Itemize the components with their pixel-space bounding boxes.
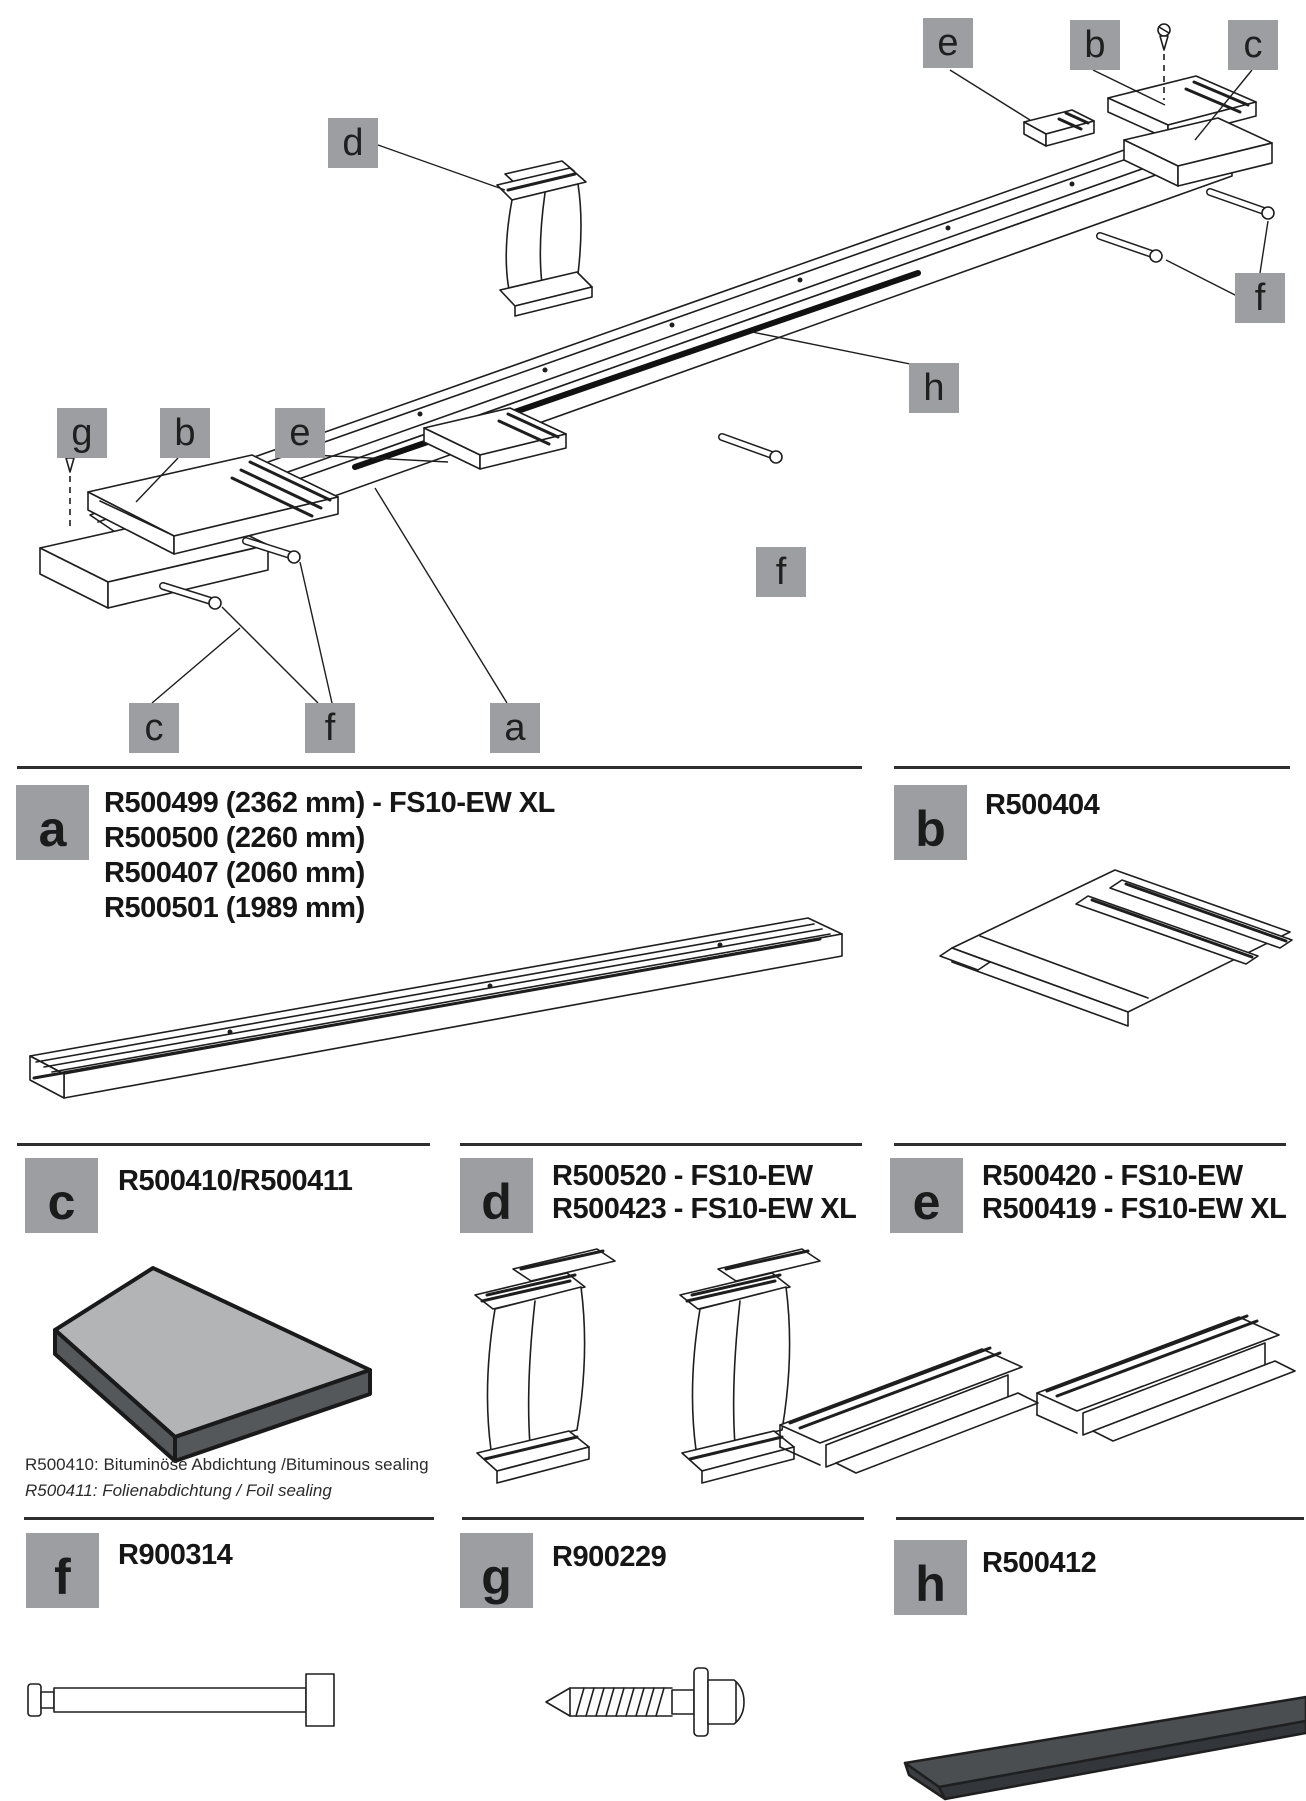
callout-d: d [328, 118, 378, 168]
part-code: R500520 - FS10-EW [552, 1160, 813, 1192]
legend-letter-a: a [16, 785, 89, 860]
part-code: R500423 - FS10-EW XL [552, 1193, 857, 1225]
clamp-rail [780, 1348, 1038, 1473]
callout-c-bottom: c [129, 703, 179, 753]
legend-letter-c: c [25, 1158, 98, 1233]
part-code: R500419 - FS10-EW XL [982, 1193, 1287, 1225]
support-bracket [475, 1249, 615, 1483]
assembly-diagram [0, 0, 1306, 766]
callout-e-top: e [923, 18, 973, 68]
part-code-g: R900229 [552, 1541, 667, 1573]
pin [163, 586, 221, 609]
callout-c-top: c [1228, 20, 1278, 70]
part-codes-e [982, 1160, 1286, 1226]
divider [894, 766, 1290, 769]
callout-f-mid: f [756, 547, 806, 597]
pin [1210, 192, 1274, 219]
part-drawing-strip-h [895, 1675, 1306, 1801]
callout-a-bottom: a [490, 703, 540, 753]
callout-h: h [909, 363, 959, 413]
divider [460, 1143, 862, 1146]
part-drawing-bridge-b [890, 852, 1300, 1017]
clamp-rail [1037, 1316, 1295, 1441]
screw-left [64, 446, 76, 528]
part-drawing-bolt-f [20, 1662, 350, 1737]
pin [722, 437, 782, 463]
support-bracket-d [497, 161, 592, 316]
part-codes-d [552, 1160, 856, 1226]
pin [1100, 236, 1162, 262]
part-code-h: R500412 [982, 1547, 1097, 1579]
part-code: R500420 - FS10-EW [982, 1160, 1243, 1192]
divider [896, 1517, 1304, 1520]
legend-letter-f: f [26, 1533, 99, 1608]
part-drawing-screw-g [540, 1662, 770, 1742]
part-code-f: R900314 [118, 1539, 233, 1571]
footnote-r500410: R500410: Bituminöse Abdichtung /Bituminous sealing [25, 1455, 429, 1474]
divider [24, 1517, 434, 1520]
legend-letter-e: e [890, 1158, 963, 1233]
part-drawing-pad-c [25, 1250, 385, 1465]
callout-g: g [57, 408, 107, 458]
callout-e-left: e [275, 408, 325, 458]
legend-letter-g: g [460, 1533, 533, 1608]
divider [17, 1143, 430, 1146]
part-drawing-rails-e [765, 1245, 1305, 1515]
divider [894, 1143, 1286, 1146]
part-code: R500407 (2060 mm) [104, 857, 365, 889]
footnote-r500411: R500411: Folienabdichtung / Foil sealing [25, 1481, 332, 1500]
legend-letter-b: b [894, 785, 967, 860]
part-code: R500501 (1989 mm) [104, 892, 365, 924]
part-drawing-rail-a [20, 890, 860, 1120]
part-code: R500500 (2260 mm) [104, 822, 365, 854]
callout-b-top: b [1070, 20, 1120, 70]
part-code: R500499 (2362 mm) - FS10-EW XL [104, 787, 555, 819]
legend-letter-h: h [894, 1540, 967, 1615]
part-code-c: R500410/R500411 [118, 1165, 353, 1197]
module-clamp-right [1024, 110, 1094, 146]
callout-f-bottom: f [305, 703, 355, 753]
callout-b-left: b [160, 408, 210, 458]
legend-letter-d: d [460, 1158, 533, 1233]
callout-f-right: f [1235, 273, 1285, 323]
divider [17, 766, 862, 769]
part-code-b: R500404 [985, 789, 1100, 821]
